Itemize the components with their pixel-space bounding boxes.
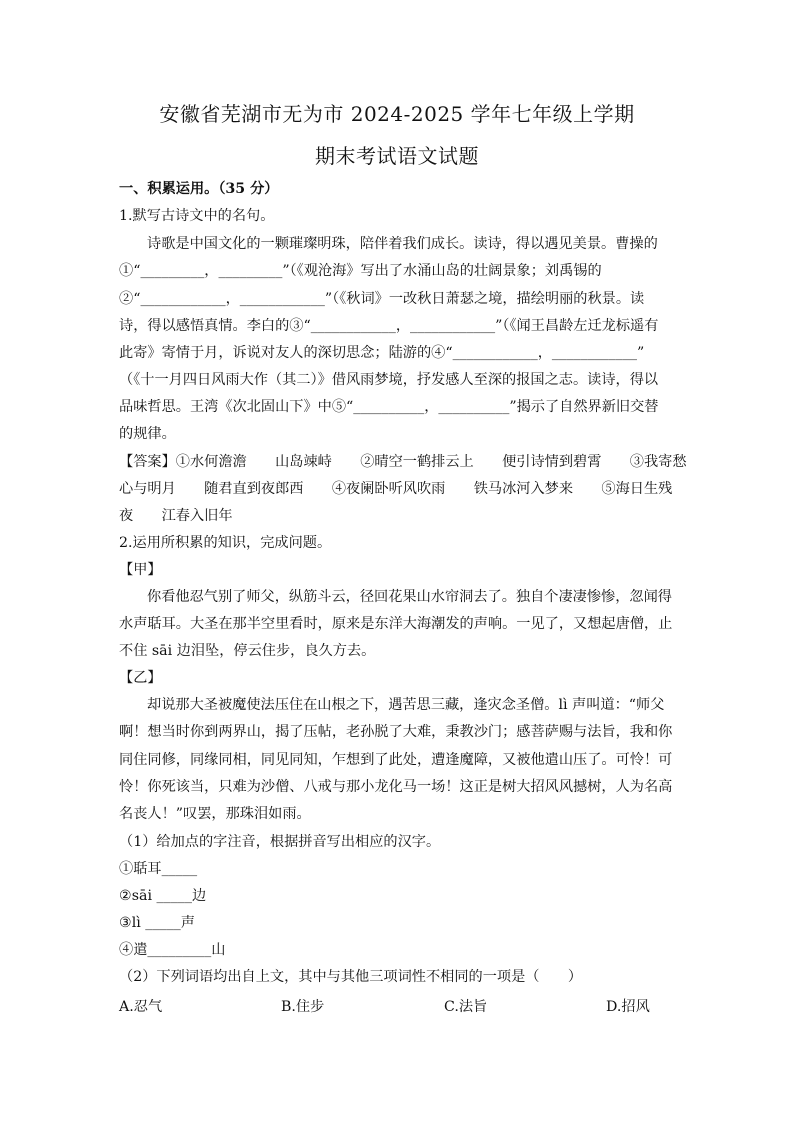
option-d: D.招风 xyxy=(606,999,650,1015)
question-1-prompt: 1.默写古诗文中的名句。 xyxy=(119,208,275,224)
sub-question-1-item: ②sāi _____边 xyxy=(119,888,207,904)
question-1-text-line: ①“_________，_________”（《观沧海》写出了水涌山岛的壮阔景象；刘禹锡的 xyxy=(119,263,602,279)
option-c: C.法旨 xyxy=(444,999,488,1015)
answer-options xyxy=(119,996,679,1014)
passage-jia-line: 你看他忍气别了师父，纵筋斗云，径回花果山水帘洞去了。独自个凄凄惨惨，忽闻得 xyxy=(147,589,672,605)
passage-yi-line: 名丧人！”叹罢，那珠泪如雨。 xyxy=(119,806,311,822)
passage-yi-line: 却说那大圣被魔使法压住在山根之下，遇苦思三藏，逢灾念圣僧。lì 声叫道：“师父 xyxy=(147,697,665,713)
question-1-text-line: 诗歌是中国文化的一颗璀璨明珠，陪伴着我们成长。读诗，得以遇见美景。曹操的 xyxy=(147,236,658,252)
option-b: B.住步 xyxy=(281,999,325,1015)
question-1-text-line: 此寄》寄情于月，诉说对友人的深切思念；陆游的④“____________，____________” xyxy=(119,345,645,361)
question-2-prompt: 2.运用所积累的知识，完成问题。 xyxy=(119,535,332,551)
passage-jia-line: 不住 sāi 边泪坠，停云住步，良久方去。 xyxy=(119,643,376,659)
sub-question-1-item: ①聒耳_____ xyxy=(119,861,198,877)
question-1-text-line: 的规律。 xyxy=(119,426,176,442)
option-a: A.忍气 xyxy=(119,999,163,1015)
sub-question-1-item: ④遣_________山 xyxy=(119,942,226,958)
sub-question-1-prompt: （1）给加点的字注音，根据拼音写出相应的汉字。 xyxy=(119,834,441,850)
passage-yi-line: 啊！想当时你到两界山，揭了压帖，老孙脱了大难，秉教沙门；感菩萨赐与法旨，我和你 xyxy=(119,724,673,740)
passage-jia-line: 水声聒耳。大圣在那半空里看时，原来是东洋大海潮发的声响。一见了，又想起唐僧，止 xyxy=(119,616,673,632)
question-1-text-line: （《十一月四日风雨大作（其二）》借风雨梦境，抒发感人至深的报国之志。读诗，得以 xyxy=(119,372,659,388)
page-title-line1: 安徽省芜湖市无为市 2024-2025 学年七年级上学期 xyxy=(159,102,635,126)
question-1-text-line: ②“____________，____________”（《秋词》一改秋日萧瑟之境，描绘明丽的秋景。读 xyxy=(119,291,645,307)
question-1-text-line: 品味哲思。王湾《次北固山下》中⑤“__________，__________”揭示了自然界新旧交替 xyxy=(119,399,659,415)
answer-line: 心与明月 随君直到夜郎西 ④夜阑卧听风吹雨 铁马冰河入梦来 ⑤海日生残 xyxy=(119,481,673,497)
passage-yi-label: 【乙】 xyxy=(119,670,162,686)
sub-question-2-prompt: （2）下列词语均出自上文，其中与其他三项词性不相同的一项是（ ） xyxy=(119,969,583,985)
question-1-text-line: 诗，得以感悟真情。李白的③“____________，____________”（《闻王昌龄左迁龙标遥有 xyxy=(119,318,659,334)
answer-line: 【答案】①水何澹澹 山岛竦峙 ②晴空一鹤排云上 便引诗情到碧霄 ③我寄愁 xyxy=(119,454,687,470)
passage-jia-label: 【甲】 xyxy=(119,562,162,578)
answer-line: 夜 江春入旧年 xyxy=(119,508,233,524)
page-title-line2: 期末考试语文试题 xyxy=(315,144,479,168)
passage-yi-line: 怜！你死该当，只难为沙僧、八戒与那小龙化马一场！这正是树大招风风撼树，人为名高 xyxy=(119,779,673,795)
passage-yi-line: 同住同修，同缘同相，同见同知，乍想到了此处，遭逢魔障，又被他遣山压了。可怜！可 xyxy=(119,752,673,768)
section-heading: 一、积累运用。（35 分） xyxy=(119,181,279,197)
sub-question-1-item: ③lì _____声 xyxy=(119,915,195,931)
